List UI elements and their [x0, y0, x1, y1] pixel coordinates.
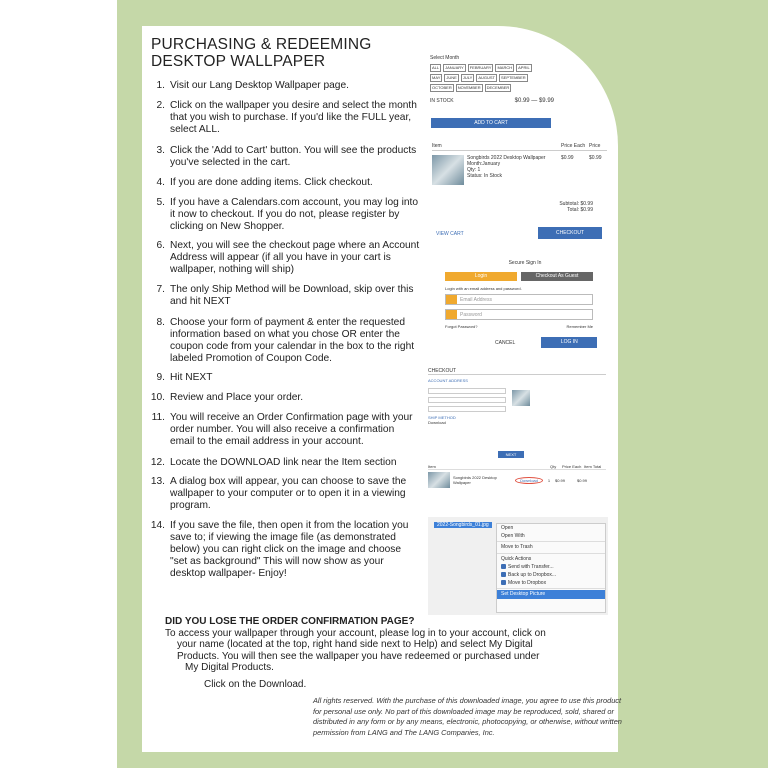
step-item: 12. Locate the DOWNLOAD link near the Item section — [150, 457, 397, 468]
step-text: Visit our Lang Desktop Wallpaper page. — [170, 80, 349, 91]
tab-checkout-guest[interactable]: Checkout As Guest — [521, 272, 593, 281]
step-item: 3. Click the 'Add to Cart' button. You will see the products you've selected in the cart. — [150, 145, 420, 169]
month-option[interactable]: SEPTEMBER — [500, 75, 526, 80]
password-field[interactable]: Password — [445, 309, 593, 320]
lock-icon — [446, 310, 457, 319]
context-menu — [496, 523, 606, 613]
step-item: 8. Choose your form of payment & enter the requested information based on what you chose OR enter the coupon code from your calendar in the box to the right labeled Promotion of Coupon Code. — [150, 317, 420, 365]
step-text: Review and Place your order. — [170, 392, 304, 403]
month-option[interactable]: ALL — [432, 65, 440, 70]
step-item: 14. If you save the file, then open it from the location you save to; if viewing the image file (as demonstrated below) you can right click on the image and choose "set as background" This will now show as your desktop wallpaper- Enjoy! — [150, 520, 420, 580]
month-option[interactable]: OCTOBER — [432, 85, 452, 90]
checkout-heading: CHECKOUT — [428, 368, 606, 375]
email-icon — [446, 295, 457, 304]
rights-notice: All rights reserved. With the purchase of this downloaded image, you agree to use this product for personal use only. No part of this downloaded image may be reproduced, sold, shared or distributed in any form or by any means, electronic, photocopying, or otherwise, without written permission from LANG and The LANG Companies, Inc. — [313, 696, 622, 737]
step-text: A dialog box will appear, you can choose to save the wallpaper to your computer or to open it in a viewing program. — [170, 476, 407, 511]
step-text: If you save the file, then open it from the location you save to; if viewing the image file (as demonstrated below) you can right click on the image and choose "set as background" This will now show as your desktop wallpaper- Enjoy! — [170, 520, 409, 579]
menu-item-quick-actions[interactable]: Quick Actions — [501, 555, 532, 562]
month-option[interactable]: MAY — [432, 75, 441, 80]
view-cart-link[interactable]: VIEW CART — [436, 231, 464, 237]
step-item: 5. If you have a Calendars.com account, you may log into it now to checkout. If you do not, please register by clicking on New Shopper. — [156, 197, 419, 232]
step-item: 1. Visit our Lang Desktop Wallpaper page. — [156, 80, 349, 91]
step-text: You will receive an Order Confirmation page with your order number. You will also receive a confirmation email to the email address in your account. — [170, 412, 413, 447]
step-item: 6. Next, you will see the checkout page where an Account Address will appear (if all you have in your cart is wallpaper, nothing will ship) — [156, 240, 420, 275]
step-item: 2. Click on the wallpaper you desire and select the month that you wish to purchase. If you'd like the FULL year, select ALL. — [150, 100, 420, 136]
cancel-button[interactable]: CANCEL — [495, 339, 516, 346]
login-button[interactable]: LOG IN — [541, 337, 597, 348]
dropbox-icon — [501, 564, 506, 569]
checkout-button[interactable]: CHECKOUT — [538, 227, 602, 239]
menu-item-move-to-trash[interactable]: Move to Trash — [501, 544, 533, 551]
stock-status: IN STOCK — [430, 98, 454, 104]
download-link[interactable]: Download — [515, 477, 543, 484]
month-option[interactable]: NOVEMBER — [457, 85, 481, 90]
step-text: Choose your form of payment & enter the requested information based on what you chose OR enter the coupon code from your calendar in the box to the right labeled Promotion of Coupon Code. — [170, 317, 415, 364]
step-text: If you are done adding items. Click checkout. — [170, 177, 373, 188]
month-option[interactable]: DECEMBER — [486, 85, 510, 90]
menu-item-move-dropbox[interactable]: Move to Dropbox — [497, 579, 605, 587]
select-month-label: Select Month — [430, 55, 460, 61]
step-text: The only Ship Method will be Download, skip over this and hit NEXT — [170, 284, 414, 307]
menu-item-send-transfer[interactable]: Send with Transfer... — [497, 563, 605, 571]
month-option[interactable]: JULY — [462, 75, 473, 80]
remember-me-checkbox[interactable]: Remember Me — [566, 324, 593, 329]
sign-in-heading: Secure Sign In — [508, 260, 542, 266]
step-text: Hit NEXT — [170, 372, 213, 383]
month-option[interactable]: AUGUST — [478, 75, 495, 80]
step-text: If you have a Calendars.com account, you may log into it now to checkout. If you do not, please register by clicking on New Shopper. — [170, 197, 419, 232]
product-thumbnail — [432, 155, 464, 185]
next-button[interactable]: NEXT — [498, 451, 524, 458]
title-line-2: DESKTOP WALLPAPER — [151, 53, 326, 70]
product-name: Songbirds 2022 Desktop Wallpaper — [467, 155, 546, 161]
lost-confirmation-section: DID YOU LOSE THE ORDER CONFIRMATION PAGE? To access your wallpaper through your account, please log in to your account, click on your name (located at the top, right hand side next to Help) and select My Digital Products. You will then see the wallpaper you have redeemed or purchased under My Digital Products. — [165, 616, 565, 674]
file-label[interactable]: 2022-Songbirds_01.jpg — [434, 522, 492, 528]
step-item: 10. Review and Place your order. — [150, 392, 304, 403]
page-title — [151, 36, 372, 70]
month-option[interactable]: FEBRUARY — [469, 65, 492, 70]
sign-in-screenshot: Secure Sign In Login Checkout As Guest Login with an email address and password. Email Address Password Forgot Password? Remember Me CANCEL LOG IN — [445, 258, 605, 358]
month-option[interactable]: APRIL — [518, 65, 530, 70]
lost-heading: DID YOU LOSE THE ORDER CONFIRMATION PAGE? — [165, 616, 415, 627]
step-text: Next, you will see the checkout page where an Account Address will appear (if all you have in your cart is wallpaper, nothing will ship) — [170, 240, 420, 275]
dropbox-icon — [501, 572, 506, 577]
step-text: Locate the DOWNLOAD link near the Item section — [170, 457, 397, 468]
title-line-1: PURCHASING & REDEEMING — [151, 36, 372, 53]
tab-login[interactable]: Login — [445, 272, 517, 281]
month-options — [430, 64, 540, 92]
step-text: Click on the wallpaper you desire and select the month that you wish to purchase. If you'd like the FULL year, select ALL. — [170, 100, 417, 135]
menu-item-set-desktop-picture[interactable]: Set Desktop Picture — [497, 590, 605, 598]
add-to-cart-button[interactable]: ADD TO CART — [431, 118, 551, 128]
month-option[interactable]: JUNE — [446, 75, 457, 80]
menu-item-backup-dropbox[interactable]: Back up to Dropbox... — [497, 571, 605, 579]
menu-item-open-with[interactable]: Open With — [501, 533, 525, 540]
menu-item-open[interactable]: Open — [501, 525, 514, 531]
cart-screenshot: Item Price Each Price Songbirds 2022 Desktop Wallpaper Month:January Qty: 1 Status: In Stock $0.99 $0.99 Subtotal: $0.99 Total: $0.99 VIEW CART CHECKOUT — [432, 143, 607, 243]
click-download-text: Click on the Download. — [204, 679, 307, 690]
step-text: Click the 'Add to Cart' button. You will see the products you've selected in the cart. — [170, 145, 417, 168]
month-option[interactable]: MARCH — [497, 65, 513, 70]
step-item: 4. If you are done adding items. Click checkout. — [156, 177, 373, 188]
forgot-password-link[interactable]: Forgot Password? — [445, 324, 478, 329]
price-range: $0.99 — $9.99 — [514, 98, 554, 104]
month-select-screenshot — [430, 55, 554, 133]
step-item: 9. Hit NEXT — [156, 372, 213, 383]
step-item: 11. You will receive an Order Confirmation page with your order number. You will also receive a confirmation email to the email address in your account. — [150, 412, 420, 448]
step-item: 13. A dialog box will appear, you can choose to save the wallpaper to your computer or to open it in a viewing program. — [150, 476, 420, 512]
month-option[interactable]: JANUARY — [445, 65, 464, 70]
dropbox-icon — [501, 580, 506, 585]
email-field[interactable]: Email Address — [445, 294, 593, 305]
checkout-screenshot: CHECKOUT ACCOUNT ADDRESS SHIP METHOD Download NEXT Item Qty Price Each Item Total Songbirds 2022 Desktop Wallpaper Download 1 $0.99 $0.99 — [428, 368, 606, 488]
context-menu-screenshot — [428, 517, 608, 615]
step-item: 7. The only Ship Method will be Download, skip over this and hit NEXT — [150, 284, 420, 308]
